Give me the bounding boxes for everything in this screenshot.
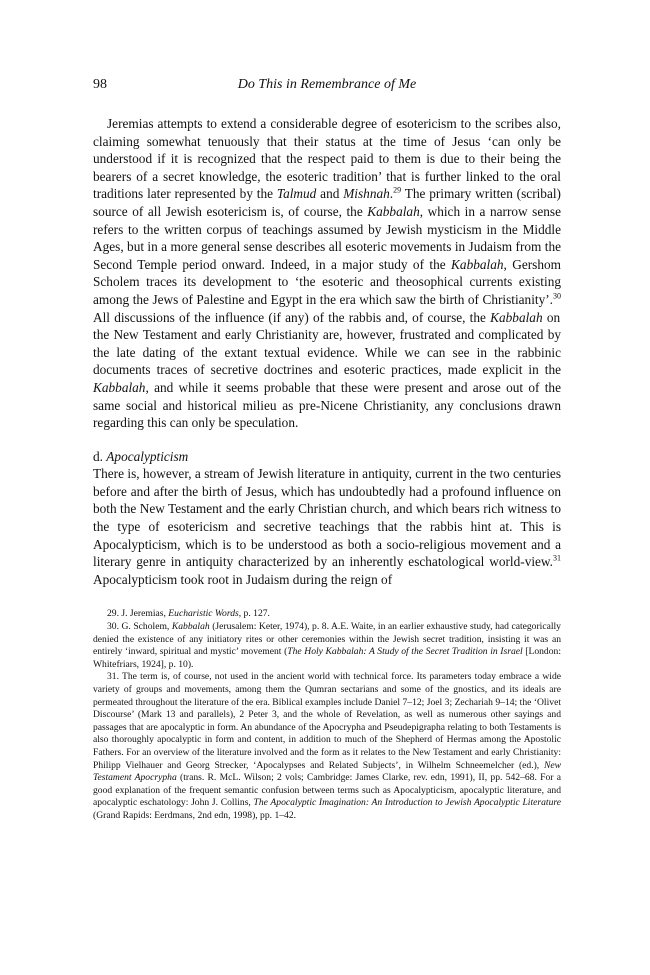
running-title: Do This in Remembrance of Me	[237, 77, 417, 92]
paragraph-apocalypticism: There is, however, a stream of Jewish literature in antiquity, current in the two centuries before and after the birth of Jesus, which has undoubtedly had a profound influence on both the New Testament and the early Christian church, and which bears rich witness to the type of esotericism and secretive teachings that the rabbis hint at. This is Apocalypticism, which is to be understood as both a socio-religious movement and a literary genre in antiquity characterized by an inherently eschatological world-view.$^{31}$ Apocalypticism took root in Judaism during the reign of	[93, 466, 561, 587]
footnote-ref-29: 29	[393, 185, 402, 195]
footnote-29: 29. J. Jeremias, Eucharistic Words, p. 127.	[107, 608, 270, 620]
footnote-ref-30: 30	[553, 291, 561, 301]
footnote-31: 31. The term is, of course, not used in the ancient world with technical force. Its parameters today embrace a wide variety of groups and movements, among them the Qumran sectarians and some of the gnostics, and its ideals are permeated throughout the literature of the era. Biblical examples include Daniel 7–12; Joel 3; Zechariah 9–14; the ‘Olivet Discourse’ (Mark 13 and parallels), 2 Peter 3, and the whole of Revelation, as well as numerous other sayings and passages that are apocalyptic in form. An abundance of the Apocrypha and Pseudepigrapha relating to both Testaments is also thoroughly apocalyptic in form and content, in addition to much of the Shepherd of Hermas among the Apostolic Fathers. For an overview of the literature involved and the form as it relates to the New Testament and early Christianity: Philipp Vielhauer and Georg Strecker, ‘Apocalypses and Related Subjects’, in Wilhelm Schneemelcher (ed.), New Testament Apocrypha (trans. R. McL. Wilson; 2 vols; Cambridge: James Clarke, rev. edn, 1991), II, pp. 542–68. For a good explanation of the frequent semantic confusion between terms such as Apocalypticism, apocalyptic literature, and apocalyptic eschatology: John J. Collins, The Apocalyptic Imagination: An Introduction to Jewish Apocalyptic Literature (Grand Rapids: Eerdmans, 2nd edn, 1998), pp. 1–42.	[93, 671, 561, 821]
page-header	[93, 77, 561, 97]
section-heading: d. Apocalypticism	[93, 448, 189, 464]
paragraph-jeremias: Jeremias attempts to extend a considerable degree of esotericism to the scribes also, claiming somewhat tenuously that their status at the time of Jesus ‘can only be understood if it is recognized that the respect paid to them is due to their being the bearers of a secret knowledge, the esoteric tradition’ that is further linked to the oral traditions later represented by the Talmud and Mishnah.$^{29}$ The primary written (scribal) source of all Jewish esotericism is, of course, the Kabbalah, which in a narrow sense refers to the written corpus of teachings assumed by Jewish mysticism in the Middle Ages, but in a more general sense describes all esoteric movements in Judaism from the Second Temple period onward. Indeed, in a major study of the Kabbalah, Gershom Scholem traces its development to ‘the esoteric and theosophical currents existing among the Jews of Palestine and Egypt in the era which saw the birth of Christianity’.$^{30}$ All discussions of the influence (if any) of the rabbis and, of course, the Kabbalah on the New Testament and early Christianity are, however, frustrated and complicated by the late dating of the extant textual evidence. While we can see in the rabbinic documents traces of secretive doctrines and esoteric practices, made explicit in the Kabbalah, and while it seems probable that these were present and arose out of the same social and historical milieu as pre-Nicene Christianity, any conclusions drawn regarding this can only be speculation.	[93, 116, 561, 431]
footnotes	[93, 608, 561, 822]
book-page	[93, 77, 561, 823]
page-number: 98	[93, 77, 107, 92]
footnote-ref-31: 31	[553, 553, 561, 563]
footnote-30: 30. G. Scholem, Kabbalah (Jerusalem: Keter, 1974), p. 8. A.E. Waite, in an earlier exhaustive study, had categorically denied the existence of any initiatory rites or other ceremonies within the Jewish secret tradition, insisting it was an entirely ‘inward, spiritual and mystic’ movement (The Holy Kabbalah: A Study of the Secret Tradition in Israel [London: Whitefriars, 1924], p. 10).	[93, 621, 561, 670]
body-text	[93, 115, 561, 588]
